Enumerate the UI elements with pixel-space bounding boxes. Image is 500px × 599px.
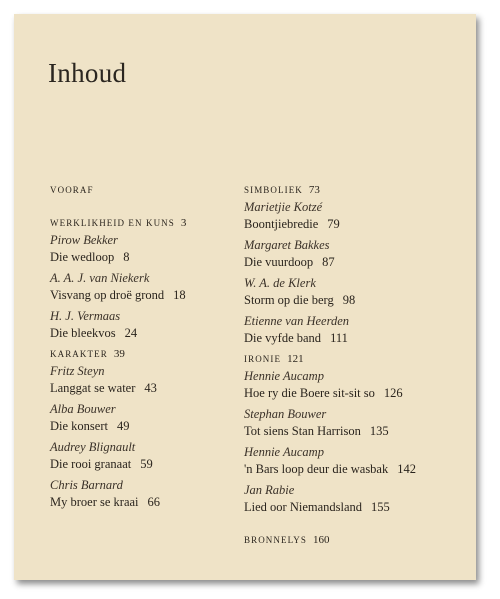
- entry-author: Hennie Aucamp: [244, 445, 324, 459]
- toc-entry: [244, 444, 469, 478]
- entry-title: My broer se kraai: [50, 495, 139, 509]
- toc-entry: [50, 401, 230, 435]
- entry-author: H. J. Vermaas: [50, 309, 121, 323]
- toc-left-column: [50, 182, 230, 511]
- entry-page-number: 155: [371, 500, 390, 514]
- entry-page-number: 66: [147, 495, 161, 509]
- entry-author: Pirow Bekker: [50, 233, 118, 247]
- entry-page-number: 126: [383, 386, 403, 400]
- toc-section-bronnelys: [244, 532, 469, 549]
- section-label: SIMBOLIEK: [244, 185, 303, 195]
- toc-entry: [50, 308, 230, 342]
- entry-author: Audrey Blignault: [50, 440, 136, 454]
- entry-author: Fritz Steyn: [50, 364, 105, 378]
- book-page: [14, 14, 476, 580]
- entry-title: Lied oor Niemandsland: [244, 500, 363, 514]
- section-label: KARAKTER: [50, 349, 108, 359]
- entry-page-number: 87: [322, 255, 335, 269]
- entry-title: Die rooi granaat: [50, 457, 132, 471]
- toc-section-vooraf: [50, 182, 230, 199]
- entry-author: Jan Rabie: [244, 483, 295, 497]
- toc-entry: [50, 439, 230, 473]
- entry-page-number: 8: [123, 250, 130, 264]
- entry-page-number: 142: [397, 462, 416, 476]
- entry-author: Chris Barnard: [50, 478, 123, 492]
- section-page-number: 160: [313, 534, 330, 546]
- toc-entry: [244, 237, 469, 271]
- entry-title: Die konsert: [50, 419, 108, 433]
- entry-author: Marietjie Kotzé: [244, 200, 323, 214]
- entry-title: Langgat se water: [50, 381, 136, 395]
- entry-page-number: 135: [369, 424, 389, 438]
- toc-entry: [244, 275, 469, 309]
- section-label: IRONIE: [244, 354, 282, 364]
- toc-right-column: [244, 182, 469, 549]
- section-label: WERKLIKHEID EN KUNS: [50, 218, 175, 228]
- entry-author: Hennie Aucamp: [244, 369, 324, 383]
- entry-author: W. A. de Klerk: [244, 276, 316, 290]
- toc-entry: [50, 477, 230, 511]
- toc-entry: [50, 363, 230, 397]
- entry-title: Storm op die berg: [244, 293, 334, 307]
- entry-page-number: 43: [144, 381, 157, 395]
- entry-page-number: 18: [173, 288, 186, 302]
- entry-author: Etienne van Heerden: [244, 314, 350, 328]
- page-title: Inhoud: [48, 58, 127, 88]
- toc-entry: [244, 368, 469, 402]
- entry-page-number: 98: [342, 293, 356, 307]
- toc-section-karakter: [50, 346, 230, 363]
- entry-page-number: 24: [124, 326, 138, 340]
- toc-entry: [244, 199, 469, 233]
- section-label: BRONNELYS: [244, 535, 308, 545]
- entry-author: Margaret Bakkes: [244, 238, 330, 252]
- section-page-number: 73: [308, 184, 320, 196]
- entry-author: Alba Bouwer: [50, 402, 116, 416]
- entry-title: Hoe ry die Boere sit-sit so: [244, 386, 375, 400]
- entry-title: Die vyfde band: [244, 331, 322, 345]
- entry-title: Tot siens Stan Harrison: [244, 424, 361, 438]
- entry-title: Visvang op droë grond: [50, 288, 165, 302]
- entry-page-number: 111: [330, 331, 348, 345]
- section-page-number: 121: [287, 353, 304, 365]
- toc-entry: [244, 313, 469, 347]
- entry-title: Die wedloop: [50, 250, 115, 264]
- entry-title: Die bleekvos: [50, 326, 116, 340]
- entry-title: Boontjiebredie: [244, 217, 319, 231]
- entry-page-number: 59: [140, 457, 153, 471]
- section-page-number: 39: [113, 348, 125, 360]
- entry-author: Stephan Bouwer: [244, 407, 327, 421]
- toc-entry: [50, 232, 230, 266]
- entry-title: 'n Bars loop deur die wasbak: [244, 462, 389, 476]
- toc-section-werklikheid: [50, 215, 230, 232]
- entry-page-number: 79: [327, 217, 340, 231]
- section-label: VOORAF: [50, 185, 94, 195]
- toc-section-simboliek: [244, 182, 469, 199]
- toc-entry: [244, 406, 469, 440]
- toc-entry: [244, 482, 469, 516]
- entry-author: A. A. J. van Niekerk: [50, 271, 150, 285]
- entry-page-number: 49: [116, 419, 130, 433]
- section-page-number: 3: [180, 217, 187, 229]
- toc-entry: [50, 270, 230, 304]
- entry-title: Die vuurdoop: [244, 255, 314, 269]
- toc-section-ironie: [244, 351, 469, 368]
